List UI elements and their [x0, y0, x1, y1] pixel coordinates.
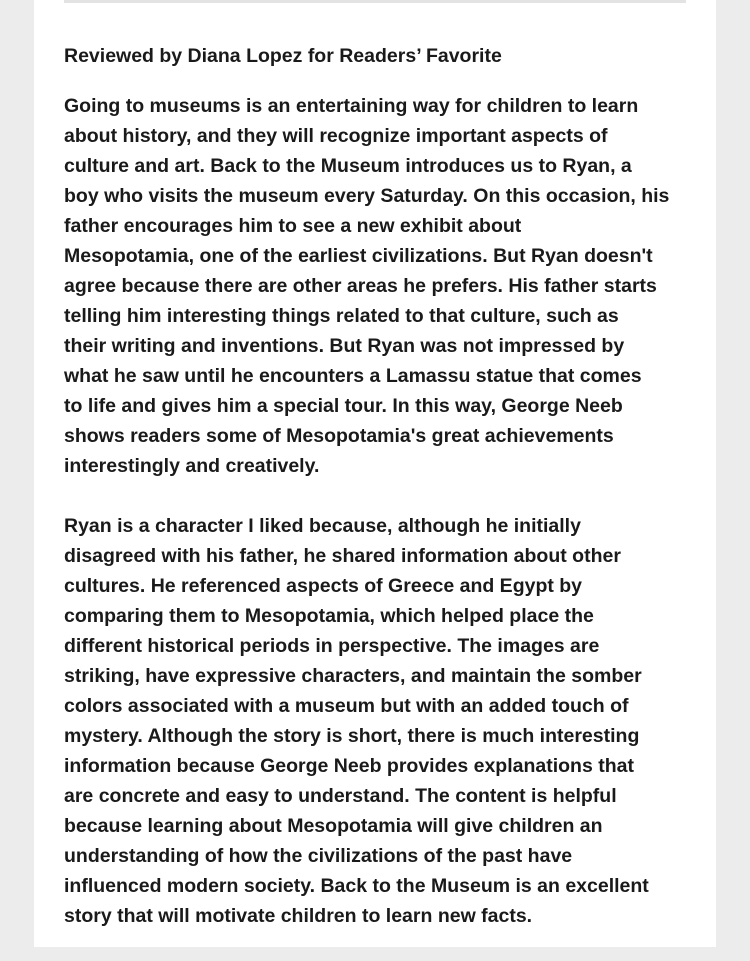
paragraph-line: telling him interesting things related to that culture, such as [64, 305, 619, 327]
paragraph-line: because learning about Mesopotamia will give children an [64, 815, 603, 837]
review-paragraph-1 [64, 91, 704, 481]
review-body [64, 91, 704, 961]
paragraph-line: boy who visits the museum every Saturday. On this occasion, his [64, 185, 670, 207]
paragraph-line: understanding of how the civilizations of the past have [64, 845, 573, 867]
paragraph-line: culture and art. Back to the Museum introduces us to Ryan, a [64, 155, 632, 177]
paragraph-line: Mesopotamia, one of the earliest civilizations. But Ryan doesn't [64, 245, 653, 267]
paragraph-line: Ryan is a character I liked because, although he initially [64, 515, 581, 537]
top-divider [64, 0, 686, 3]
paragraph-line: comparing them to Mesopotamia, which helped place the [64, 605, 594, 627]
paragraph-line: cultures. He referenced aspects of Greece and Egypt by [64, 575, 583, 597]
review-paragraph-2 [64, 511, 704, 931]
paragraph-line: mystery. Although the story is short, there is much interesting [64, 725, 640, 747]
paragraph-line: interestingly and creatively. [64, 455, 320, 477]
paragraph-line: colors associated with a museum but with an added touch of [64, 695, 629, 717]
paragraph-line: influenced modern society. Back to the Museum is an excellent [64, 875, 649, 897]
paragraph-line: Going to museums is an entertaining way for children to learn [64, 95, 639, 117]
paragraph-line: are concrete and easy to understand. The content is helpful [64, 785, 617, 807]
paragraph-line: shows readers some of Mesopotamia's great achievements [64, 425, 614, 447]
paragraph-line: what he saw until he encounters a Lamassu statue that comes [64, 365, 642, 387]
paragraph-line: disagreed with his father, he shared information about other [64, 545, 621, 567]
review-card [34, 0, 716, 947]
review-byline: Reviewed by Diana Lopez for Readers’ Favorite [64, 45, 502, 67]
paragraph-line: different historical periods in perspective. The images are [64, 635, 600, 657]
paragraph-line: story that will motivate children to learn new facts. [64, 905, 533, 927]
paragraph-line: about history, and they will recognize important aspects of [64, 125, 608, 147]
paragraph-line: striking, have expressive characters, and maintain the somber [64, 665, 642, 687]
paragraph-line: their writing and inventions. But Ryan was not impressed by [64, 335, 625, 357]
paragraph-line: father encourages him to see a new exhibit about [64, 215, 522, 237]
paragraph-line: to life and gives him a special tour. In this way, George Neeb [64, 395, 623, 417]
paragraph-line: agree because there are other areas he prefers. His father starts [64, 275, 657, 297]
paragraph-line: information because George Neeb provides explanations that [64, 755, 634, 777]
